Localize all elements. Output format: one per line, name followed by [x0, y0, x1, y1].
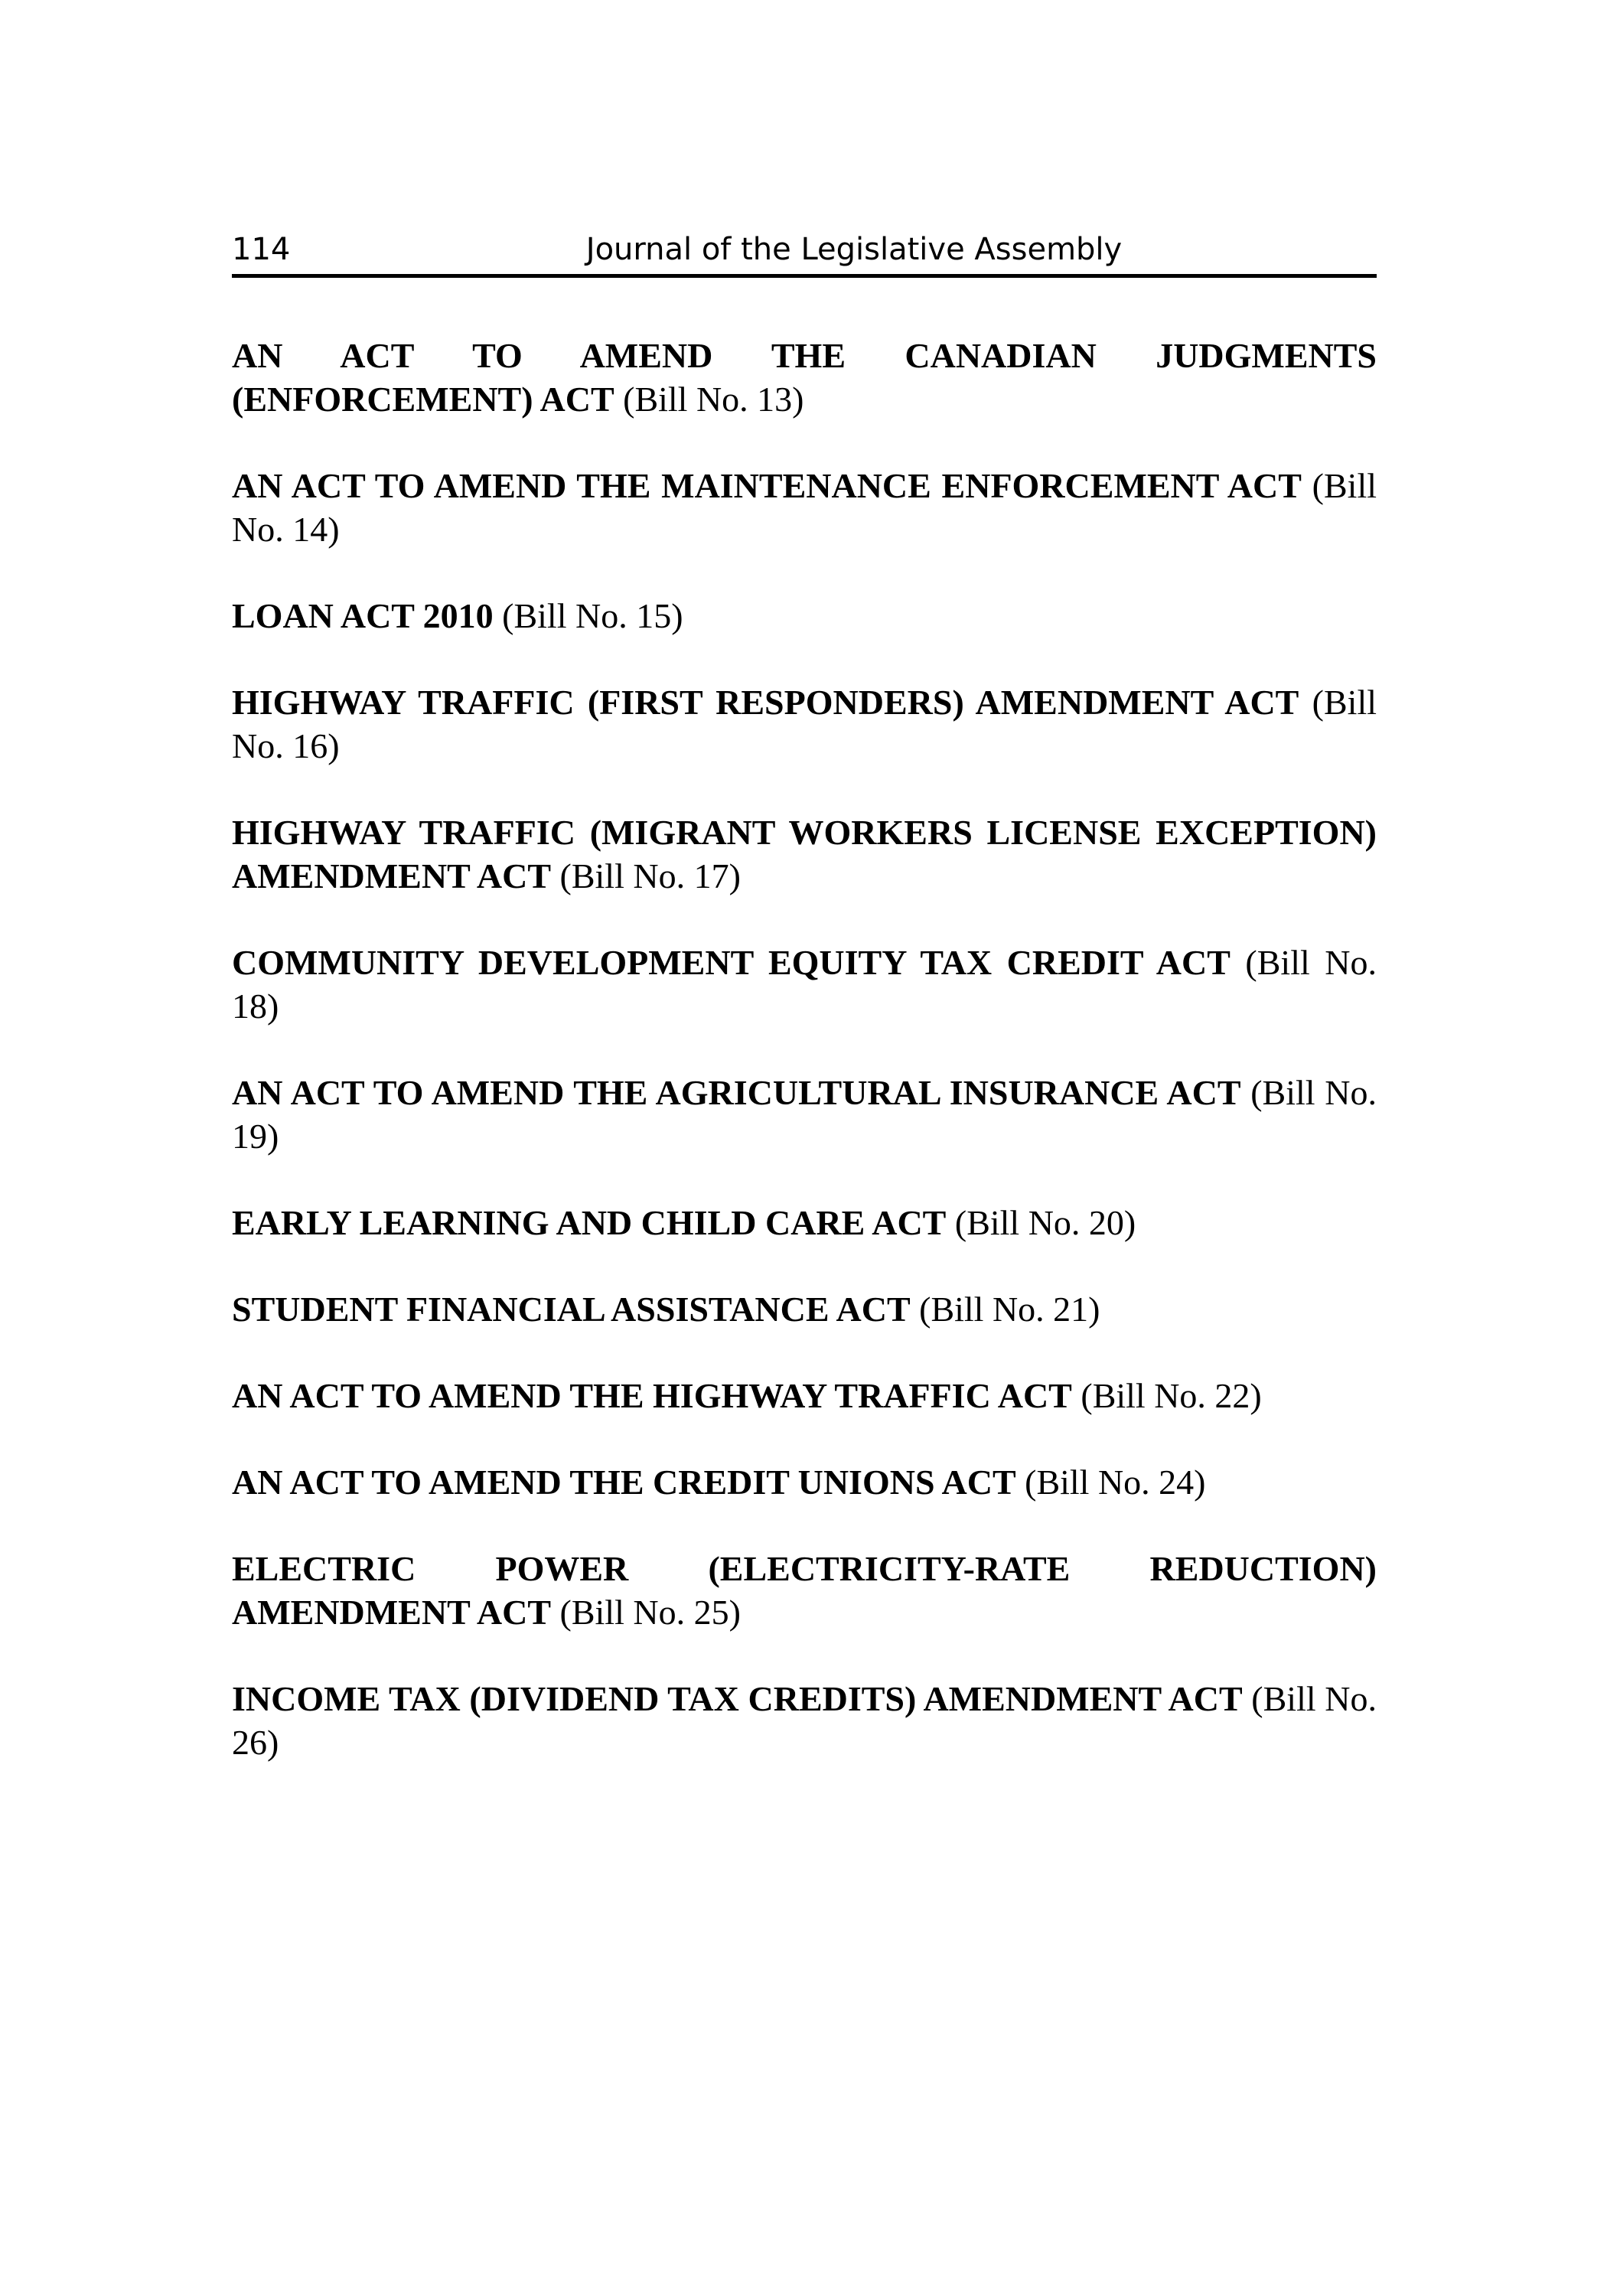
bill-title: AN ACT TO AMEND THE AGRICULTURAL INSURANCE ACT: [232, 1073, 1241, 1112]
bill-title: EARLY LEARNING AND CHILD CARE ACT: [232, 1203, 947, 1242]
bill-entry: [232, 594, 1377, 638]
bill-number: (Bill No. 13): [623, 380, 804, 419]
bill-number: (Bill No. 25): [559, 1593, 741, 1632]
bill-entry: [232, 1201, 1377, 1244]
bill-number: (Bill No. 18): [232, 943, 1377, 1026]
bill-entry: [232, 464, 1377, 551]
bill-title: AN ACT TO AMEND THE HIGHWAY TRAFFIC ACT: [232, 1376, 1072, 1415]
bill-number: (Bill No. 26): [232, 1679, 1377, 1762]
bill-entry: [232, 1287, 1377, 1331]
bill-title: STUDENT FINANCIAL ASSISTANCE ACT: [232, 1290, 911, 1329]
bill-title: AN ACT TO AMEND THE CREDIT UNIONS ACT: [232, 1463, 1016, 1502]
bill-entry: [232, 334, 1377, 421]
bill-title: AN ACT TO AMEND THE CANADIAN JUDGMENTS (ENFORCEMENT) ACT: [232, 336, 1377, 419]
bill-number: (Bill No. 17): [559, 856, 741, 895]
bill-entry: [232, 1071, 1377, 1158]
bill-number: (Bill No. 15): [502, 596, 683, 635]
running-header-title: Journal of the Legislative Assembly: [585, 232, 1123, 267]
bill-number: (Bill No. 19): [232, 1073, 1377, 1156]
bill-title: HIGHWAY TRAFFIC (FIRST RESPONDERS) AMENDMENT ACT: [232, 683, 1299, 722]
bill-entry: [232, 1547, 1377, 1634]
bill-title: LOAN ACT 2010: [232, 596, 494, 635]
bill-list: [232, 334, 1377, 1807]
bill-title: COMMUNITY DEVELOPMENT EQUITY TAX CREDIT ACT: [232, 943, 1231, 982]
bill-entry: [232, 1460, 1377, 1504]
bill-title: AN ACT TO AMEND THE MAINTENANCE ENFORCEMENT ACT: [232, 466, 1302, 505]
bill-entry: [232, 1677, 1377, 1764]
bill-title: HIGHWAY TRAFFIC (MIGRANT WORKERS LICENSE EXCEPTION) AMENDMENT ACT: [232, 813, 1377, 895]
bill-number: (Bill No. 20): [954, 1203, 1136, 1242]
bill-entry: [232, 810, 1377, 898]
page-number: 114: [232, 232, 291, 267]
bill-entry: [232, 941, 1377, 1028]
running-header: [232, 231, 1377, 278]
bill-number: (Bill No. 22): [1081, 1376, 1262, 1415]
bill-title: INCOME TAX (DIVIDEND TAX CREDITS) AMENDMENT ACT: [232, 1679, 1243, 1718]
bill-entry: [232, 680, 1377, 768]
bill-number: (Bill No. 14): [232, 466, 1377, 549]
bill-number: (Bill No. 21): [919, 1290, 1100, 1329]
bill-title: ELECTRIC POWER (ELECTRICITY-RATE REDUCTION) AMENDMENT ACT: [232, 1549, 1377, 1632]
bill-number: (Bill No. 24): [1025, 1463, 1206, 1502]
bill-entry: [232, 1374, 1377, 1417]
bill-number: (Bill No. 16): [232, 683, 1377, 765]
